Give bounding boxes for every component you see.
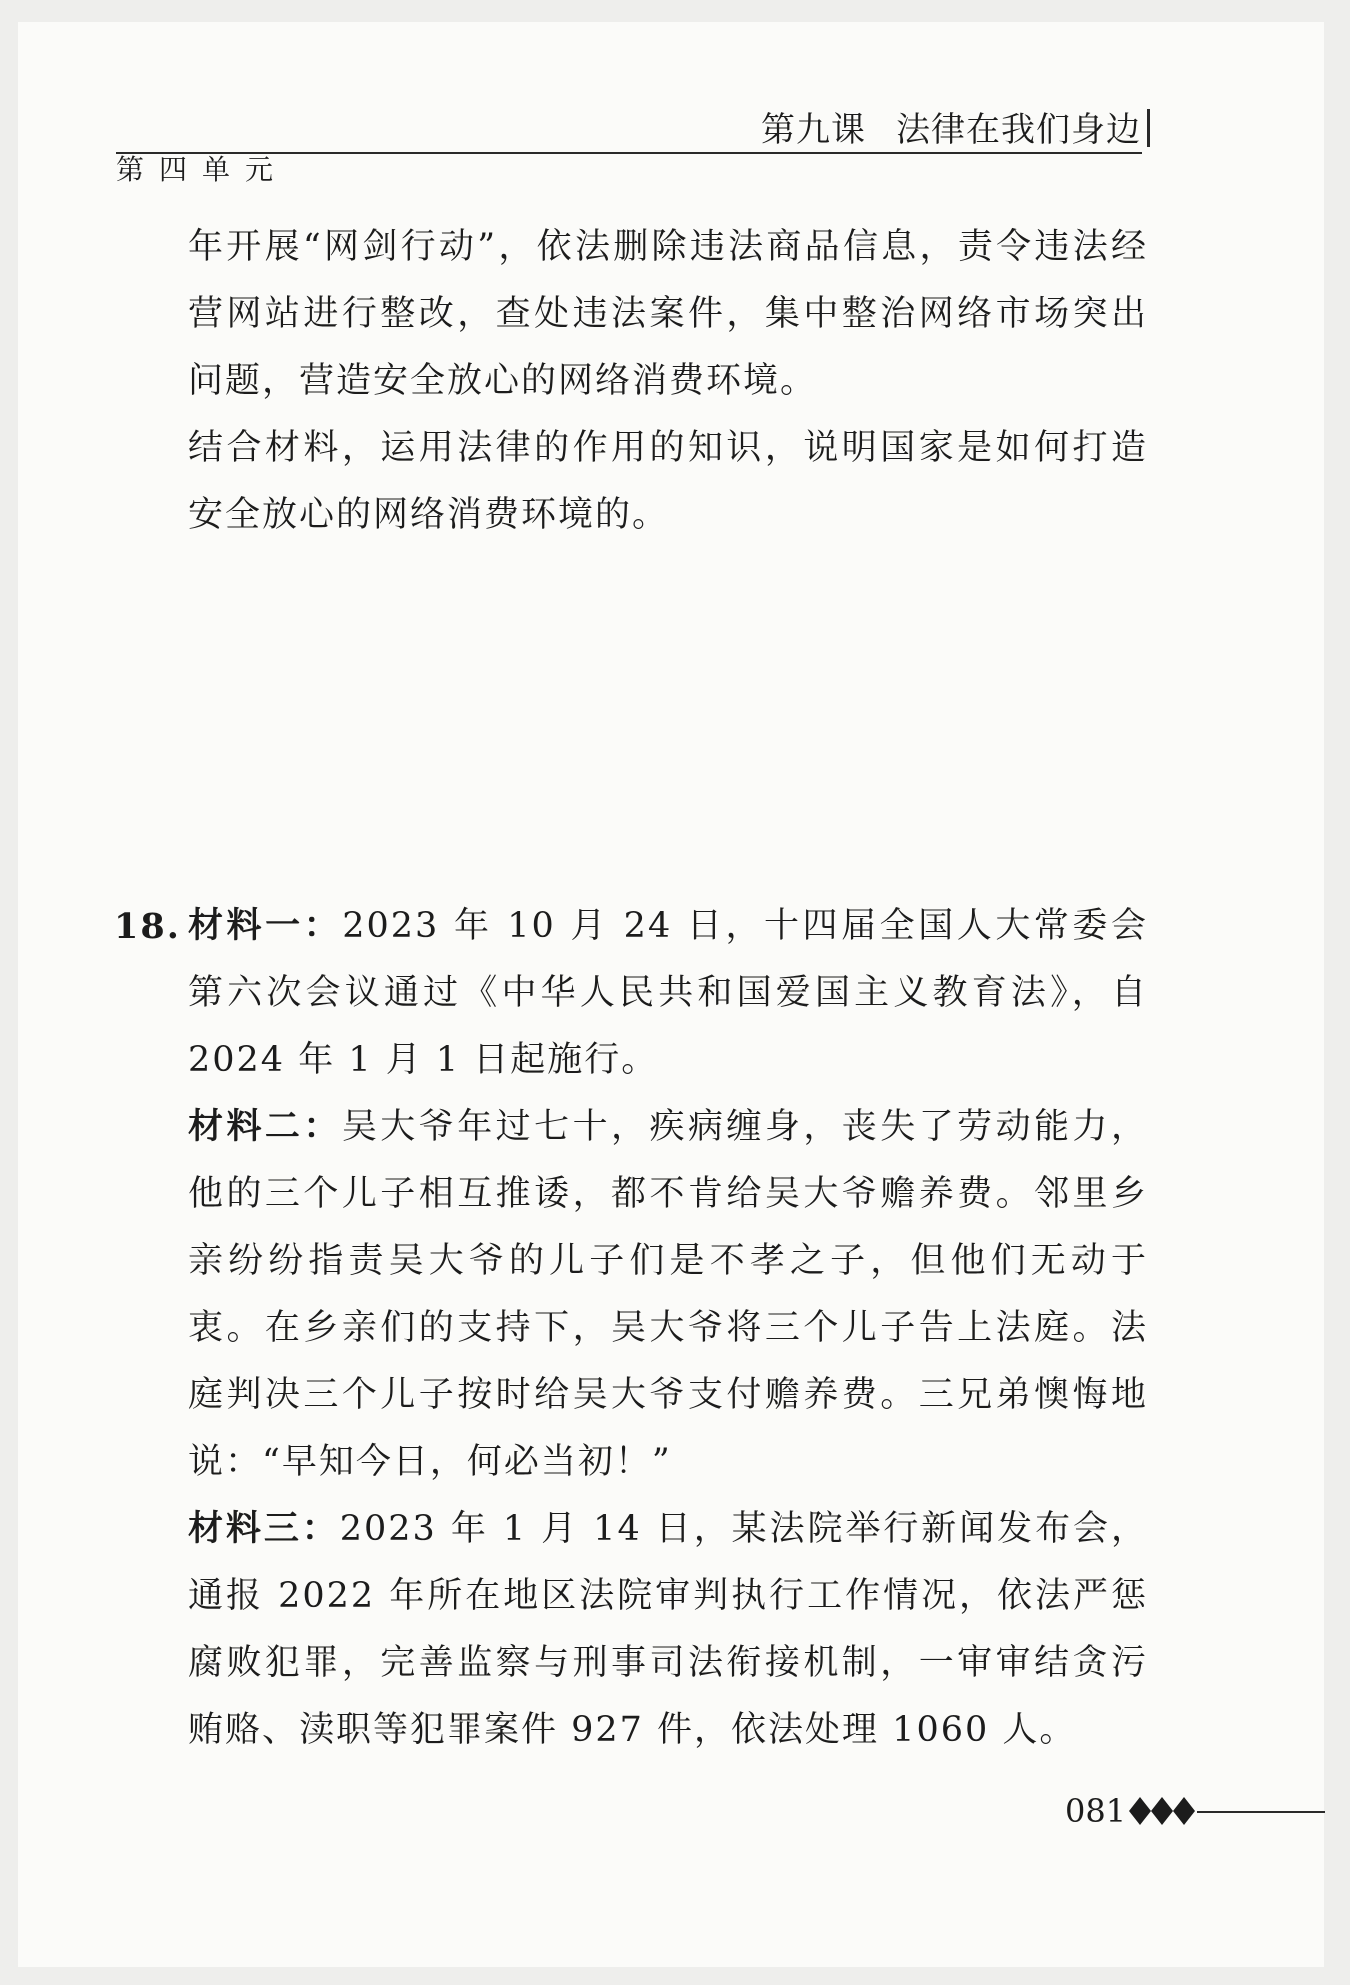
page-number: 081	[1065, 1792, 1127, 1830]
material-3-text: 2023 年 1 月 14 日，某法院举行新闻发布会，通报 2022 年所在地区法院审判执行工作情况，依法严惩腐败犯罪，完善监察与刑事司法衔接机制，一审审结贪污贿赂、渎职等犯罪案件 927 件，依法处理 1060 人。	[188, 1509, 1148, 1750]
question-17-continuation	[188, 214, 1148, 549]
material-2	[188, 1094, 1148, 1496]
material-1-label: 材料一：	[188, 906, 343, 946]
material-2-label: 材料二：	[188, 1107, 342, 1147]
question-prompt: 结合材料，运用法律的作用的知识，说明国家是如何打造安全放心的网络消费环境的。	[188, 428, 1148, 535]
diamond-ornament-icon	[1129, 1791, 1197, 1831]
lesson-number: 第九课	[761, 110, 866, 150]
running-header	[761, 108, 1150, 152]
unit-label: 第四单元	[116, 153, 289, 186]
material-3-label: 材料三：	[188, 1509, 340, 1549]
material-1	[188, 893, 1148, 1094]
material-3	[188, 1496, 1148, 1764]
material-1-text: 2023 年 10 月 24 日，十四届全国人大常委会第六次会议通过《中华人民共和国爱国主义教育法》，自 2024 年 1 月 1 日起施行。	[188, 906, 1148, 1080]
lesson-title: 法律在我们身边	[896, 110, 1141, 150]
question-18	[114, 893, 1148, 1764]
material-2-text: 吴大爷年过七十，疾病缠身，丧失了劳动能力，他的三个儿子相互推诿，都不肯给吴大爷赡养费。邻里乡亲纷纷指责吴大爷的儿子们是不孝之子，但他们无动于衷。在乡亲们的支持下，吴大爷将三个儿子告上法庭。法庭判决三个儿子按时给吴大爷支付赡养费。三兄弟懊悔地说：“早知今日，何必当初！”	[188, 1107, 1148, 1482]
material-paragraph: 年开展“网剑行动”，依法删除违法商品信息，责令违法经营网站进行整改，查处违法案件，集中整治网络市场突出问题，营造安全放心的网络消费环境。	[188, 227, 1148, 401]
header-bar	[1147, 109, 1150, 147]
page-footer	[1065, 1791, 1325, 1831]
footer-rule	[1197, 1811, 1325, 1813]
question-number: 18.	[114, 906, 181, 947]
